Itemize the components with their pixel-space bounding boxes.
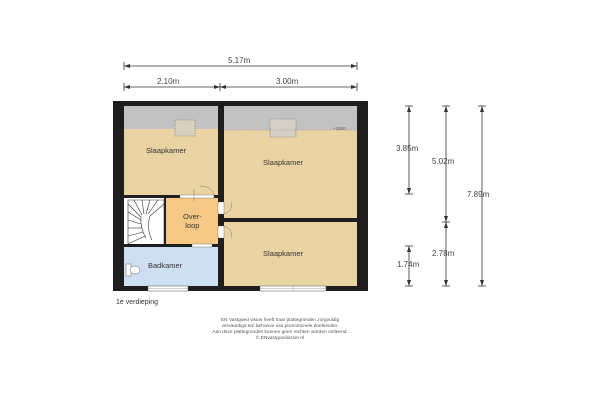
disclaimer-line-2: vervaardigd ten behoeve van promotionele doeleinden. (221, 324, 339, 329)
disclaimer-line-4: © ENvastgoedvision.nl (255, 336, 305, 341)
label-landing: Over- loop (183, 212, 202, 230)
dim-left-width: 2.10m (157, 77, 180, 86)
eave-left (124, 106, 218, 129)
height-note: +1500 (333, 126, 346, 131)
label-bedroom-right-small: Slaapkamer (263, 249, 304, 258)
label-bedroom-right-large: Slaapkamer (263, 158, 304, 167)
dim-lower-right-depth: 2.78m (432, 249, 455, 258)
skylight-left (175, 120, 195, 136)
skylight-right (270, 119, 296, 137)
dim-right-depth-total: 5.02m (432, 157, 455, 166)
dim-lower-depth: 1.74m (397, 260, 420, 269)
disclaimer-line-1: EN Vastgoed vision heeft haar plattegronden zorgvuldig (220, 318, 340, 323)
label-bedroom-left: Slaapkamer (146, 146, 187, 155)
floor-name: 1e verdieping (116, 299, 159, 306)
label-bathroom: Badkamer (148, 261, 183, 270)
disclaimer-line-3: Aan deze plattegronden kunnen geen rechten worden ontleend. (212, 330, 348, 335)
disclaimer (100, 318, 460, 342)
window-bottom-bathroom (148, 286, 188, 291)
dim-total-width: 5.17m (228, 56, 251, 65)
dim-right-width: 3.00m (276, 77, 299, 86)
dim-overall-depth: 7.89m (467, 190, 490, 199)
staircase (124, 198, 164, 244)
window-bottom-bedroom (260, 286, 326, 291)
dim-upper-right-depth: 3.85m (396, 144, 419, 153)
